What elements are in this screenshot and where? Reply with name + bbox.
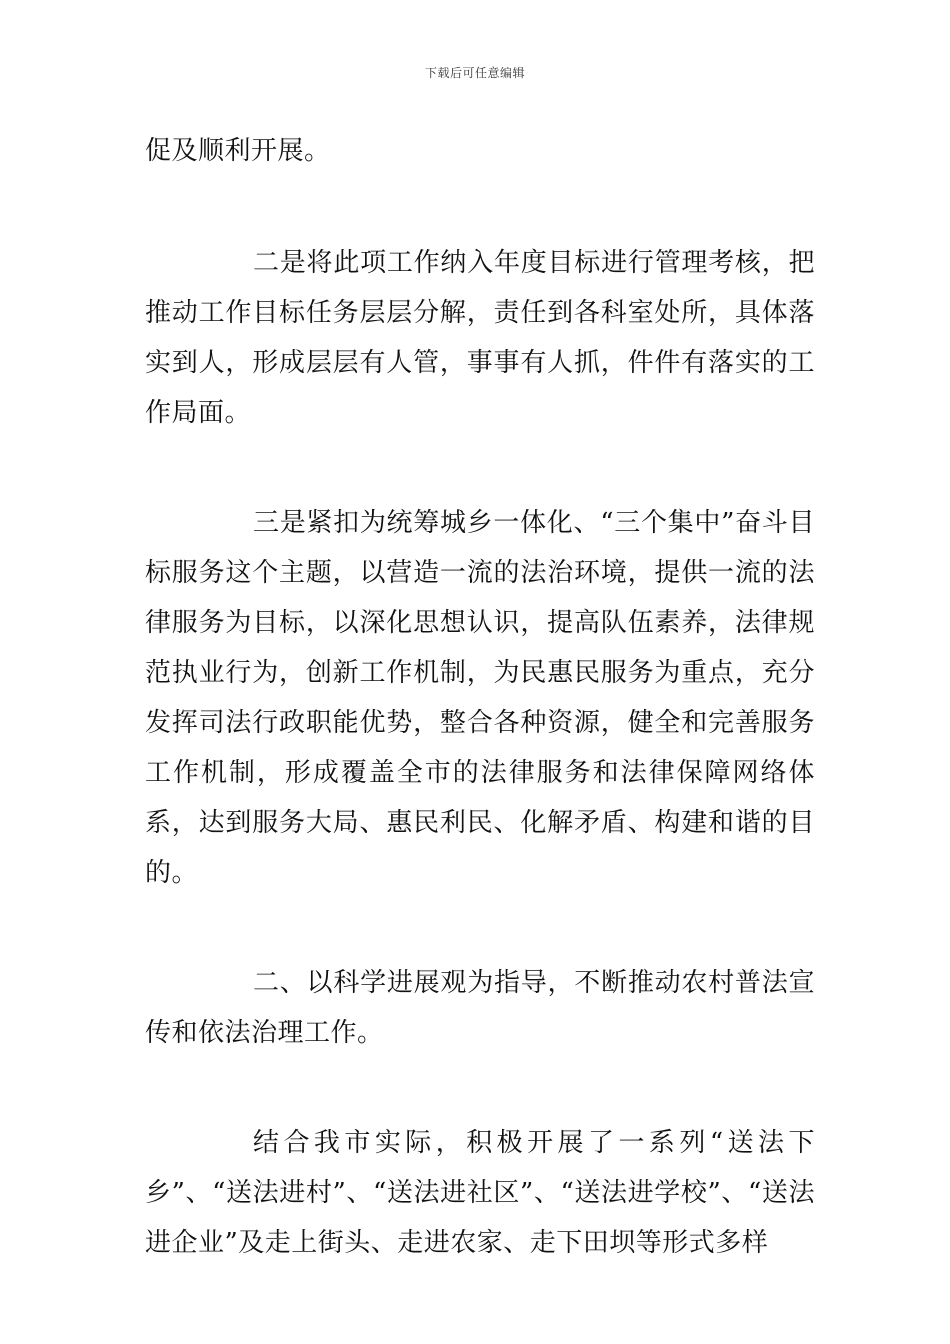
paragraph-service-theme: 三是紧扣为统筹城乡一体化、“三个集中”奋斗目标服务这个主题，以营造一流的法治环境，提供一流的法律服务为目标，以深化思想认识，提高队伍素养，法律规范执业行为，创新工作机制，为民惠民服务为重点，充分发挥司法行政职能优势，整合各种资源，健全和完善服务工作机制，形成覆盖全市的法律服务和法律保障网络体系，达到服务大局、惠民利民、化解矛盾、构建和谐的目的。: [145, 508, 815, 888]
paragraph-continuation: 促及顺利开展。: [145, 136, 331, 166]
section-heading-legal-education: 二、以科学进展观为指导，不断推动农村普法宣传和依法治理工作。: [145, 968, 815, 1048]
paragraph-law-outreach: 结合我市实际，积极开展了一系列“送法下乡”、“送法进村”、“送法进社区”、“送法进学校”、“送法进企业”及走上街头、走进农家、走下田坝等形式多样: [145, 1128, 815, 1258]
page-header: 下载后可任意编辑: [424, 66, 525, 80]
paragraph-management-assessment: 二是将此项工作纳入年度目标进行管理考核，把推动工作目标任务层层分解，责任到各科室处所，具体落实到人，形成层层有人管，事事有人抓，件件有落实的工作局面。: [145, 248, 815, 428]
document-body: [145, 126, 815, 1328]
